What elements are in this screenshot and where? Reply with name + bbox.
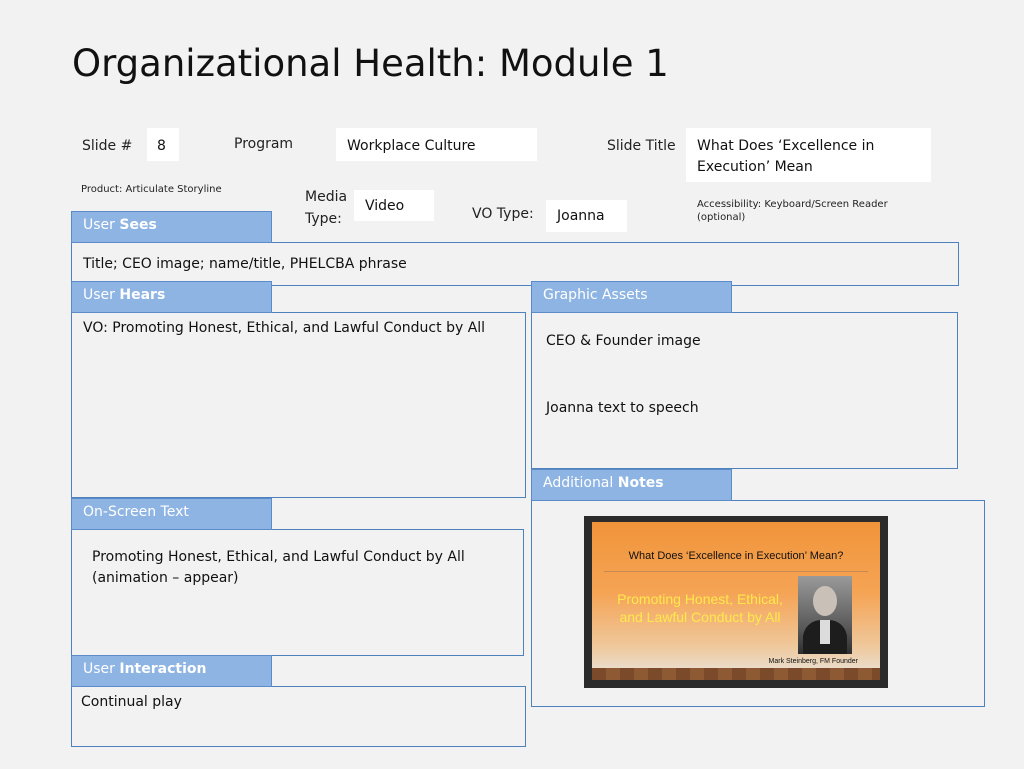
slide-number-label: Slide # bbox=[82, 138, 133, 154]
user-hears-header bbox=[71, 281, 272, 313]
thumbnail-floor bbox=[592, 668, 880, 680]
ceo-photo bbox=[798, 576, 852, 654]
user-sees-text: Title; CEO image; name/title, PHELCBA phrase bbox=[83, 256, 407, 272]
on-screen-text-header: On-Screen Text bbox=[71, 498, 272, 530]
user-sees-header-bold: Sees bbox=[119, 217, 157, 233]
user-sees-header bbox=[71, 211, 272, 243]
user-hears-header-bold: Hears bbox=[119, 287, 166, 303]
vo-type-label: VO Type: bbox=[472, 206, 534, 222]
user-sees-panel bbox=[71, 242, 959, 286]
user-interaction-header-bold: Interaction bbox=[119, 661, 207, 677]
graphic-assets-header: Graphic Assets bbox=[531, 281, 732, 313]
page-title: Organizational Health: Module 1 bbox=[72, 42, 669, 85]
user-interaction-header bbox=[71, 655, 272, 687]
media-type-label-line1: Media bbox=[305, 189, 348, 205]
additional-notes-header bbox=[531, 469, 732, 501]
program-label: Program bbox=[234, 136, 294, 152]
slide-number-field[interactable]: 8 bbox=[147, 128, 179, 161]
user-interaction-panel bbox=[71, 686, 526, 747]
thumbnail-phrase: Promoting Honest, Ethical, and Lawful Conduct by All bbox=[617, 591, 783, 625]
accessibility-label: Accessibility: Keyboard/Screen Reader (optional) bbox=[697, 199, 888, 223]
slide-thumbnail bbox=[584, 516, 888, 688]
graphic-assets-item-ceo-image: CEO & Founder image bbox=[546, 333, 701, 349]
on-screen-text-panel bbox=[71, 529, 524, 656]
media-type-field[interactable]: Video bbox=[354, 190, 434, 221]
user-hears-panel bbox=[71, 312, 526, 498]
user-hears-header-prefix: User bbox=[83, 287, 120, 303]
vo-type-field[interactable]: Joanna bbox=[546, 200, 627, 232]
on-screen-text-line1: Promoting Honest, Ethical, and Lawful Conduct by All bbox=[92, 549, 465, 565]
thumbnail-divider bbox=[604, 571, 868, 572]
thumbnail-caption: Mark Steinberg, FM Founder bbox=[768, 658, 858, 665]
graphic-assets-item-tts: Joanna text to speech bbox=[546, 400, 699, 416]
slide-title-field[interactable]: What Does ‘Excellence in Execution’ Mean bbox=[686, 128, 931, 182]
graphic-assets-panel bbox=[531, 312, 958, 469]
user-hears-text: VO: Promoting Honest, Ethical, and Lawful Conduct by All bbox=[83, 320, 486, 336]
product-label: Product: Articulate Storyline bbox=[81, 184, 222, 195]
program-field[interactable]: Workplace Culture bbox=[336, 128, 537, 161]
additional-notes-header-prefix: Additional bbox=[543, 475, 618, 491]
user-interaction-text: Continual play bbox=[81, 694, 182, 710]
media-type-label-line2: Type: bbox=[305, 211, 342, 227]
user-sees-header-prefix: User bbox=[83, 217, 120, 233]
additional-notes-header-bold: Notes bbox=[617, 475, 664, 491]
slide-thumbnail-canvas bbox=[592, 522, 880, 680]
on-screen-text-line2: (animation – appear) bbox=[92, 570, 239, 586]
thumbnail-question: What Does ‘Excellence in Execution’ Mean? bbox=[628, 550, 844, 562]
slide-title-label: Slide Title bbox=[607, 138, 676, 154]
user-interaction-header-prefix: User bbox=[83, 661, 120, 677]
